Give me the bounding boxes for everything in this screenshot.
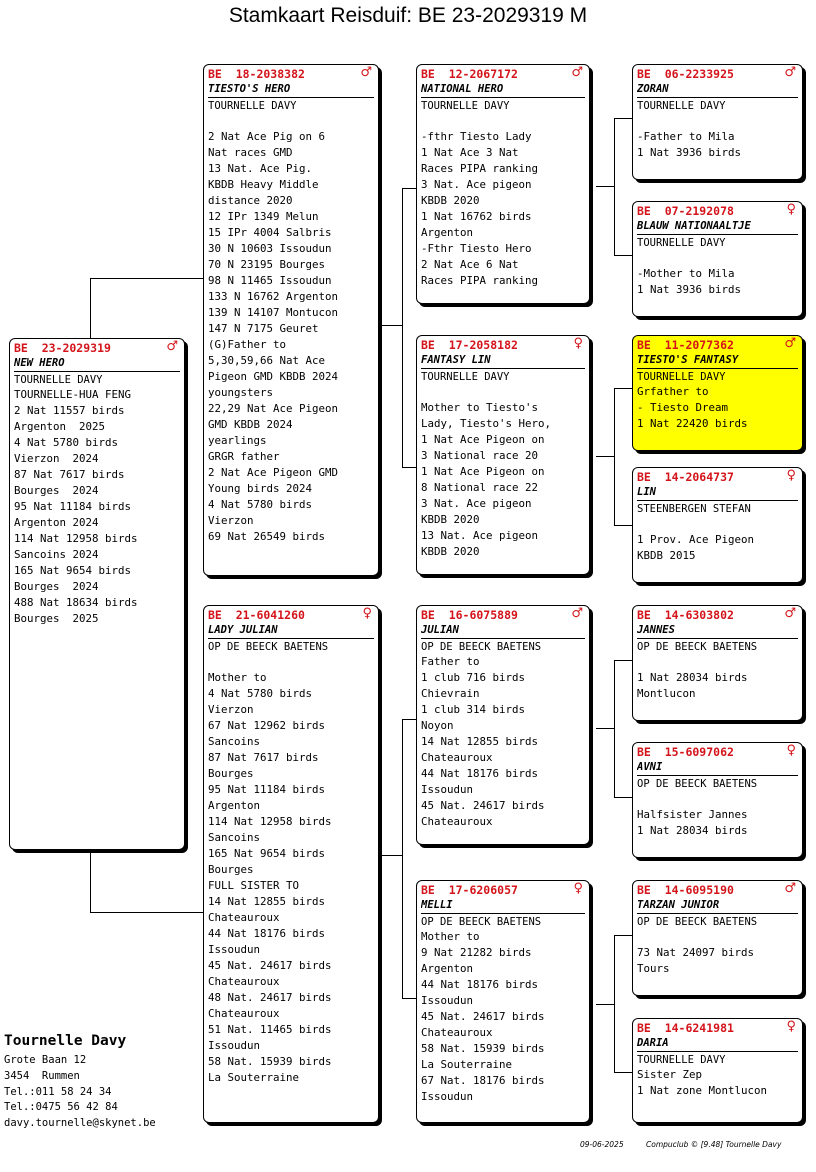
connector-line [90,851,91,912]
breeder-street: Grote Baan 12 [4,1054,87,1066]
connector-line [90,278,91,339]
breeder-info [4,1033,156,1132]
footer-credit: Compuclub © [9.48] Tournelle Davy [646,1140,782,1149]
pigeon-owner: OP DE BEECK BAETENS [637,778,758,790]
pigeon-notes: TOURNELLE-HUA FENG 2 Nat 11557 birds Argenton 2025 4 Nat 5780 birds Vierzon 2024 87 Nat 7617 birds Bourges 2024 95 Nat 11184 birds Argenton 2024 114 Nat 12958 birds Sancoins 2024 165 Nat 9654 birds Bourges 2024 488 Nat 18634 birds Bourges 2025 [14,388,138,625]
connector-line [614,660,633,661]
female-icon: ♀ [786,743,796,758]
connector-line [380,325,402,326]
connector-line [614,797,633,798]
connector-line [614,660,615,797]
pigeon-owner: OP DE BEECK BAETENS [637,916,758,928]
male-icon: ♂ [360,65,372,80]
connector-line [614,388,633,389]
connector-line [90,912,204,913]
pigeon-name: TIESTO'S HERO [208,82,374,98]
connector-line [614,935,633,936]
pigeon-name: TIESTO'S FANTASY [637,353,798,369]
pigeon-name: NATIONAL HERO [421,82,585,98]
ring-number: BE 23-2029319 [14,341,111,355]
pigeon-owner: TOURNELLE DAVY [14,374,103,386]
pigeon-name: JULIAN [421,623,585,639]
connector-line [402,719,403,999]
pigeon-name: FANTASY LIN [421,353,585,369]
pigeon-card-ggm-2[interactable] [632,467,803,583]
pigeon-card-ggf-3[interactable] [632,605,803,721]
pigeon-notes: 1 Nat 28034 birds Montlucon [637,671,748,700]
pigeon-notes: Mother to 4 Nat 5780 birds Vierzon 67 Nat 12962 birds Sancoins 87 Nat 7617 birds Bourges 95 Nat 11184 birds Argenton 114 Nat 12958 birds Sancoins 165 Nat 9654 birds Bourges FULL SISTER TO 14 Nat 12855 birds Chateauroux 44 Nat 18176 birds Issoudun 45 Nat. 24617 birds Chateauroux 48 Nat. 24617 birds Chateauroux 51 Nat. 11465 birds Issoudun 58 Nat. 15939 birds La Souterraine [208,671,332,1084]
pigeon-name: ZORAN [637,82,798,98]
pigeon-notes: Mother to 9 Nat 21282 birds Argenton 44 Nat 18176 birds Issoudun 45 Nat. 24617 birds Chateauroux 58 Nat. 15939 birds La Souterraine 67 Nat. 18176 birds Issoudun [421,930,545,1103]
male-icon: ♂ [784,606,796,621]
pigeon-card-mother[interactable] [203,605,379,1123]
pigeon-notes: Mother to Tiesto's Lady, Tiesto's Hero, 1 Nat Ace Pigeon on 3 National race 20 1 Nat Ace Pigeon on 8 National race 22 3 Nat. Ace pigeon KBDB 2020 13 Nat. Ace pigeon KBDB 2020 [421,401,552,558]
male-icon: ♂ [571,606,583,621]
pigeon-owner: TOURNELLE DAVY [421,371,510,383]
breeder-tel-2: Tel.:0475 56 42 84 [4,1101,118,1114]
pigeon-name: LADY JULIAN [208,623,374,639]
pigeon-notes: Sister Zep 1 Nat zone Montlucon [637,1068,768,1097]
pigeon-card-grandmother-paternal[interactable] [416,335,590,575]
ring-number: BE 14-6241981 [637,1021,734,1035]
ring-number: BE 18-2038382 [208,67,305,81]
pigeon-name: BLAUW NATIONAALTJE [637,219,798,235]
connector-line [402,719,417,720]
connector-line [90,278,204,279]
ring-number: BE 16-6075889 [421,608,518,622]
connector-line [614,118,633,119]
pigeon-card-father[interactable] [203,64,379,576]
pigeon-card-grandfather-maternal[interactable] [416,605,590,845]
ring-number: BE 15-6097062 [637,745,734,759]
pigeon-card-grandfather-paternal[interactable] [416,64,590,304]
connector-line [596,728,614,729]
pigeon-owner: TOURNELLE DAVY [637,1054,726,1066]
connector-line [614,1072,633,1073]
female-icon: ♀ [786,202,796,217]
breeder-email[interactable]: davy.tournelle@skynet.be [4,1117,156,1130]
ring-number: BE 17-2058182 [421,338,518,352]
page-title: Stamkaart Reisduif: BE 23-2029319 M [228,4,588,27]
pigeon-notes: -fthr Tiesto Lady 1 Nat Ace 3 Nat Races PIPA ranking 3 Nat. Ace pigeon KBDB 2020 1 Nat 16762 birds Argenton -Fthr Tiesto Hero 2 Nat Ace 6 Nat Races PIPA ranking [421,130,539,287]
pigeon-name: MELLI [421,898,585,914]
pigeon-card-ggf-2[interactable] [632,335,803,451]
breeder-city: 3454 Rummen [4,1069,80,1082]
pigeon-notes: -Father to Mila 1 Nat 3936 birds [637,130,742,159]
female-icon: ♀ [573,881,583,896]
pigeon-owner: TOURNELLE DAVY [637,371,726,383]
connector-line [614,118,615,255]
pigeon-owner: OP DE BEECK BAETENS [208,641,329,653]
pigeon-card-subject[interactable] [9,338,185,850]
connector-line [614,525,633,526]
female-icon: ♀ [786,468,796,483]
male-icon: ♂ [571,65,583,80]
pigeon-name: TARZAN JUNIOR [637,898,798,914]
female-icon: ♀ [362,606,372,621]
pigeon-owner: TOURNELLE DAVY [637,237,726,249]
pigeon-card-ggm-4[interactable] [632,1018,803,1123]
pigeon-notes: 73 Nat 24097 birds Tours [637,946,755,975]
connector-line [402,998,417,999]
pigeon-owner: OP DE BEECK BAETENS [421,641,542,653]
pigeon-notes: Father to 1 club 716 birds Chievrain 1 club 314 birds Noyon 14 Nat 12855 birds Chateauroux 44 Nat 18176 birds Issoudun 45 Nat. 24617 birds Chateauroux [421,655,545,828]
pigeon-owner: STEENBERGEN STEFAN [637,503,751,515]
pigeon-name: AVNI [637,760,798,776]
pigeon-card-ggm-1[interactable] [632,201,803,317]
ring-number: BE 07-2192078 [637,204,734,218]
pigeon-notes: -Mother to Mila 1 Nat 3936 birds [637,267,742,296]
connector-line [596,186,614,187]
ring-number: BE 12-2067172 [421,67,518,81]
connector-line [402,467,417,468]
female-icon: ♀ [786,1019,796,1034]
pigeon-name: NEW HERO [14,356,180,372]
ring-number: BE 11-2077362 [637,338,734,352]
connector-line [614,935,615,1072]
connector-line [402,188,417,189]
pigeon-notes: Grfather to - Tiesto Dream 1 Nat 22420 birds [637,385,748,430]
male-icon: ♂ [784,881,796,896]
pigeon-notes: 2 Nat Ace Pig on 6 Nat races GMD 13 Nat. Ace Pig. KBDB Heavy Middle distance 2020 12 IPr 1349 Melun 15 IPr 4004 Salbris 30 N 10603 Issoudun 70 N 23195 Bourges 98 N 11465 Issoudun 133 N 16762 Argenton 139 N 14107 Montucon 147 N 7175 Geuret (G)Father to 5,30,59,66 Nat Ace Pigeon GMD KBDB 2024 youngsters 22,29 Nat Ace Pigeon GMD KBDB 2024 yearlings GRGR father 2 Nat Ace Pigeon GMD Young birds 2024 4 Nat 5780 birds Vierzon 69 Nat 26549 birds [208,130,339,543]
connector-line [380,855,402,856]
ring-number: BE 17-6206057 [421,883,518,897]
connector-line [614,388,615,525]
pigeon-owner: OP DE BEECK BAETENS [637,641,758,653]
female-icon: ♀ [573,336,583,351]
ring-number: BE 14-6095190 [637,883,734,897]
pigeon-owner: TOURNELLE DAVY [421,100,510,112]
connector-line [596,1004,614,1005]
pigeon-card-ggf-1[interactable] [632,64,803,180]
ring-number: BE 14-6303802 [637,608,734,622]
breeder-name: Tournelle Davy [4,1033,127,1049]
connector-line [614,255,633,256]
pigeon-owner: TOURNELLE DAVY [208,100,297,112]
pigeon-name: DARIA [637,1036,798,1052]
male-icon: ♂ [784,65,796,80]
pigeon-card-ggm-3[interactable] [632,742,803,858]
pigeon-notes: Halfsister Jannes 1 Nat 28034 birds [637,808,748,837]
pigeon-name: JANNES [637,623,798,639]
connector-line [402,188,403,468]
pigeon-owner: TOURNELLE DAVY [637,100,726,112]
pigeon-card-grandmother-maternal[interactable] [416,880,590,1123]
connector-line [596,456,614,457]
pigeon-owner: OP DE BEECK BAETENS [421,916,542,928]
pigeon-card-ggf-4[interactable] [632,880,803,996]
ring-number: BE 21-6041260 [208,608,305,622]
pigeon-notes: 1 Prov. Ace Pigeon KBDB 2015 [637,533,755,562]
ring-number: BE 14-2064737 [637,470,734,484]
male-icon: ♂ [166,339,178,354]
breeder-tel-1: Tel.:011 58 24 34 [4,1085,112,1098]
pigeon-name: LIN [637,485,798,501]
male-icon: ♂ [784,336,796,351]
footer-date: 09-06-2025 [580,1140,624,1149]
ring-number: BE 06-2233925 [637,67,734,81]
